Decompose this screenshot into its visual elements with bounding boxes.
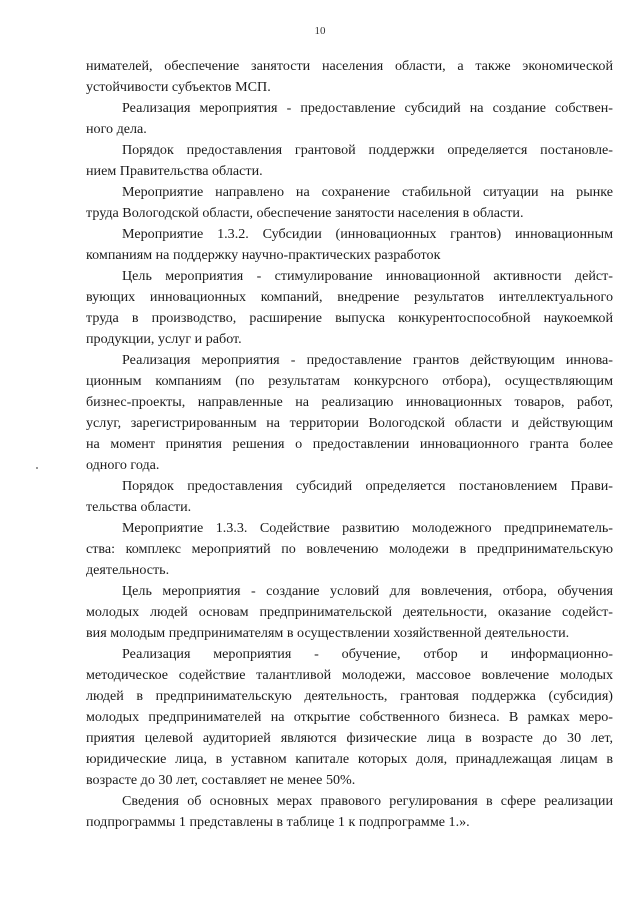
scan-speck	[36, 467, 38, 469]
text-line: Мероприятие направлено на сохранение стабильной ситуации на рынке	[122, 184, 613, 200]
text-line: Цель мероприятия - создание условий для вовлечения, отбора, обучения	[122, 583, 613, 599]
text-line: молодых предпринимателей на открытие собственного бизнеса. В рамках меро-	[86, 709, 613, 725]
document-body	[86, 56, 613, 833]
text-line: Реализация мероприятия - предоставление субсидий на создание собствен-	[122, 100, 613, 116]
text-line: ного дела.	[86, 121, 147, 137]
text-line: нием Правительства области.	[86, 163, 263, 179]
text-line: Порядок предоставления грантовой поддержки определяется постановле-	[122, 142, 613, 158]
text-line: юридические лица, в уставном капитале которых доля, принадлежащая лицам в	[86, 751, 613, 767]
text-line: людей в предпринимательскую деятельность, грантовая поддержка (субсидия)	[86, 688, 613, 704]
text-line: Сведения об основных мерах правового регулирования в сфере реализации	[122, 793, 613, 809]
text-line: Мероприятие 1.3.3. Содействие развитию молодежного предпринематель-	[122, 520, 613, 536]
text-line: молодых людей основам предпринимательской деятельности, оказание содейст-	[86, 604, 613, 620]
text-line: Цель мероприятия - стимулирование инновационной активности дейст-	[122, 268, 613, 284]
text-line: нимателей, обеспечение занятости населения области, а также экономической	[86, 58, 613, 74]
text-line: методическое содействие талантливой молодежи, массовое вовлечение молодых	[86, 667, 613, 683]
text-line: одного года.	[86, 457, 160, 473]
page-number: 10	[314, 25, 326, 37]
text-line: Порядок предоставления субсидий определяется постановлением Прави-	[122, 478, 613, 494]
text-line: продукции, услуг и работ.	[86, 331, 242, 347]
text-line: тельства области.	[86, 499, 192, 515]
text-line: ционным компаниям (по результатам конкурсного отбора), осуществляющим	[86, 373, 613, 389]
text-line: подпрограммы 1 представлены в таблице 1 к подпрограмме 1.».	[86, 814, 470, 830]
text-line: деятельность.	[86, 562, 170, 578]
text-line: вия молодым предпринимателям в осуществлении хозяйственной деятельности.	[86, 625, 570, 641]
text-line: вующих инновационных компаний, внедрение результатов интеллектуального	[86, 289, 613, 305]
text-line: труда Вологодской области, обеспечение занятости населения в области.	[86, 205, 524, 221]
text-line: ства: комплекс мероприятий по вовлечению молодежи в предпринимательскую	[86, 541, 613, 557]
text-line: Мероприятие 1.3.2. Субсидии (инновационных грантов) инновационным	[122, 226, 613, 242]
text-line: услуг, зарегистрированным на территории Вологодской области и действующим	[86, 415, 613, 431]
text-line: на момент принятия решения о предоставлении инновационного гранта более	[86, 436, 613, 452]
text-line: труда в производство, расширение выпуска конкурентоспособной наукоемкой	[86, 310, 613, 326]
text-line: компаниям на поддержку научно-практических разработок	[86, 247, 441, 263]
text-line: Реализация мероприятия - предоставление грантов действующим иннова-	[122, 352, 613, 368]
text-line: приятия целевой аудиторией являются физические лица в возрасте до 30 лет,	[86, 730, 613, 746]
text-line: бизнес-проекты, направленные на реализацию инновационных товаров, работ,	[86, 394, 613, 410]
text-line: возрасте до 30 лет, составляет не менее 50%.	[86, 772, 356, 788]
text-line: Реализация мероприятия - обучение, отбор и информационно-	[122, 646, 613, 662]
text-line: устойчивости субъектов МСП.	[86, 79, 271, 95]
